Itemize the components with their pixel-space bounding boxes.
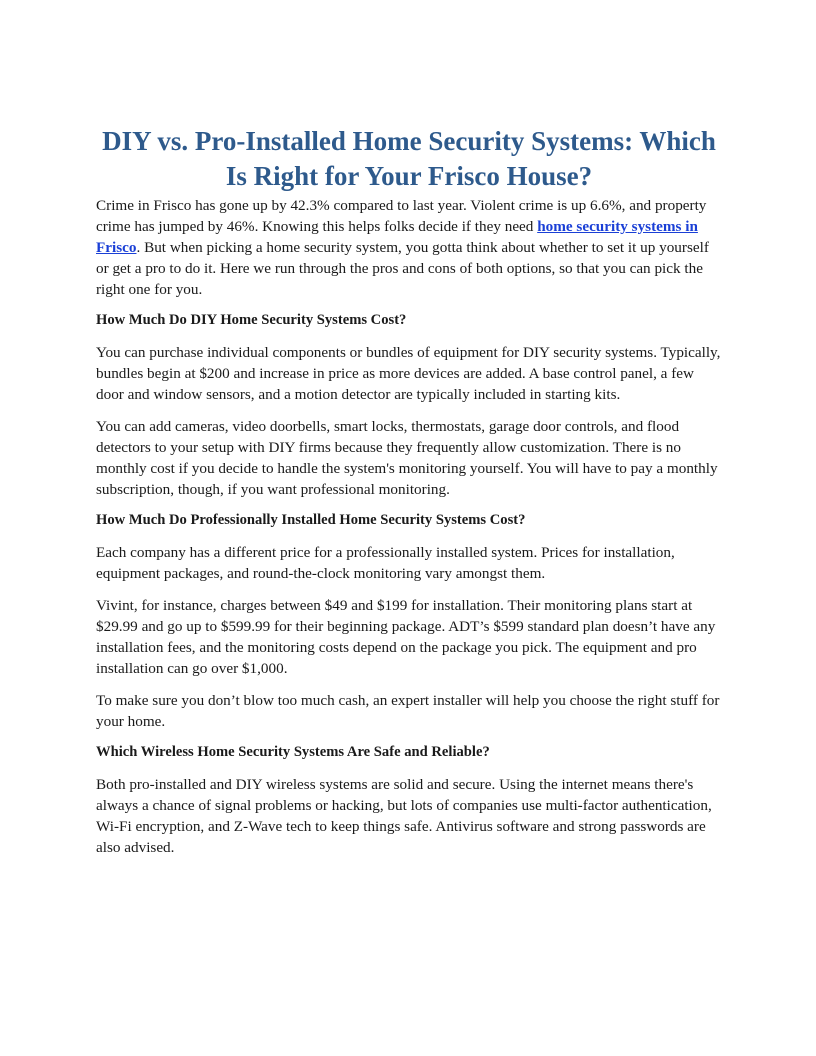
wireless-safety-paragraph-1: Both pro-installed and DIY wireless systems are solid and secure. Using the internet means there's always a chance of signal problems or hacking, but lots of companies use multi-factor authentication, Wi-Fi encryption, and Z-Wave tech to keep things safe. Antivirus software and strong passwords are also advised. [96,776,712,856]
intro-text-before-link: Crime in Frisco has gone up by 42.3% compared to last year. Violent crime is up 6.6%, and property crime has jumped by 46%. Knowing this helps folks decide if they need [96,197,707,235]
page-title: DIY vs. Pro-Installed Home Security Systems: Which Is Right for Your Frisco House? [102,126,716,191]
document-page [96,124,722,858]
pro-cost-paragraph-1: Each company has a different price for a professionally installed system. Prices for installation, equipment packages, and round-the-clock monitoring vary amongst them. [96,544,675,582]
section-heading-diy-cost: How Much Do DIY Home Security Systems Cost? [96,312,407,328]
section-heading-pro-cost: How Much Do Professionally Installed Home Security Systems Cost? [96,512,526,528]
section-heading-wireless-safety: Which Wireless Home Security Systems Are Safe and Reliable? [96,744,490,760]
diy-cost-paragraph-2: You can add cameras, video doorbells, smart locks, thermostats, garage door controls, and flood detectors to your setup with DIY firms because they frequently allow customization. There is no monthly cost if you decide to handle the system's monitoring yourself. You will have to pay a monthly subscription, though, if you want professional monitoring. [96,418,718,498]
pro-cost-paragraph-3: To make sure you don’t blow too much cash, an expert installer will help you choose the right stuff for your home. [96,692,720,730]
diy-cost-paragraph-1: You can purchase individual components or bundles of equipment for DIY security systems. Typically, bundles begin at $200 and increase in price as more devices are added. A base control panel, a few door and window sensors, and a motion detector are typically included in starting kits. [96,344,721,403]
pro-cost-paragraph-2: Vivint, for instance, charges between $49 and $199 for installation. Their monitoring plans start at $29.99 and go up to $599.99 for their beginning package. ADT’s $599 standard plan doesn’t have any installation fees, and the monitoring costs depend on the package you pick. The equipment and pro installation can go over $1,000. [96,597,716,677]
intro-paragraph [96,195,722,300]
home-security-frisco-link[interactable]: home security systems in Frisco [96,218,698,256]
intro-text-after-link: . But when picking a home security system, you gotta think about whether to set it up yourself or get a pro to do it. Here we run through the pros and cons of both options, so that you can pick the right one for you. [96,239,709,298]
